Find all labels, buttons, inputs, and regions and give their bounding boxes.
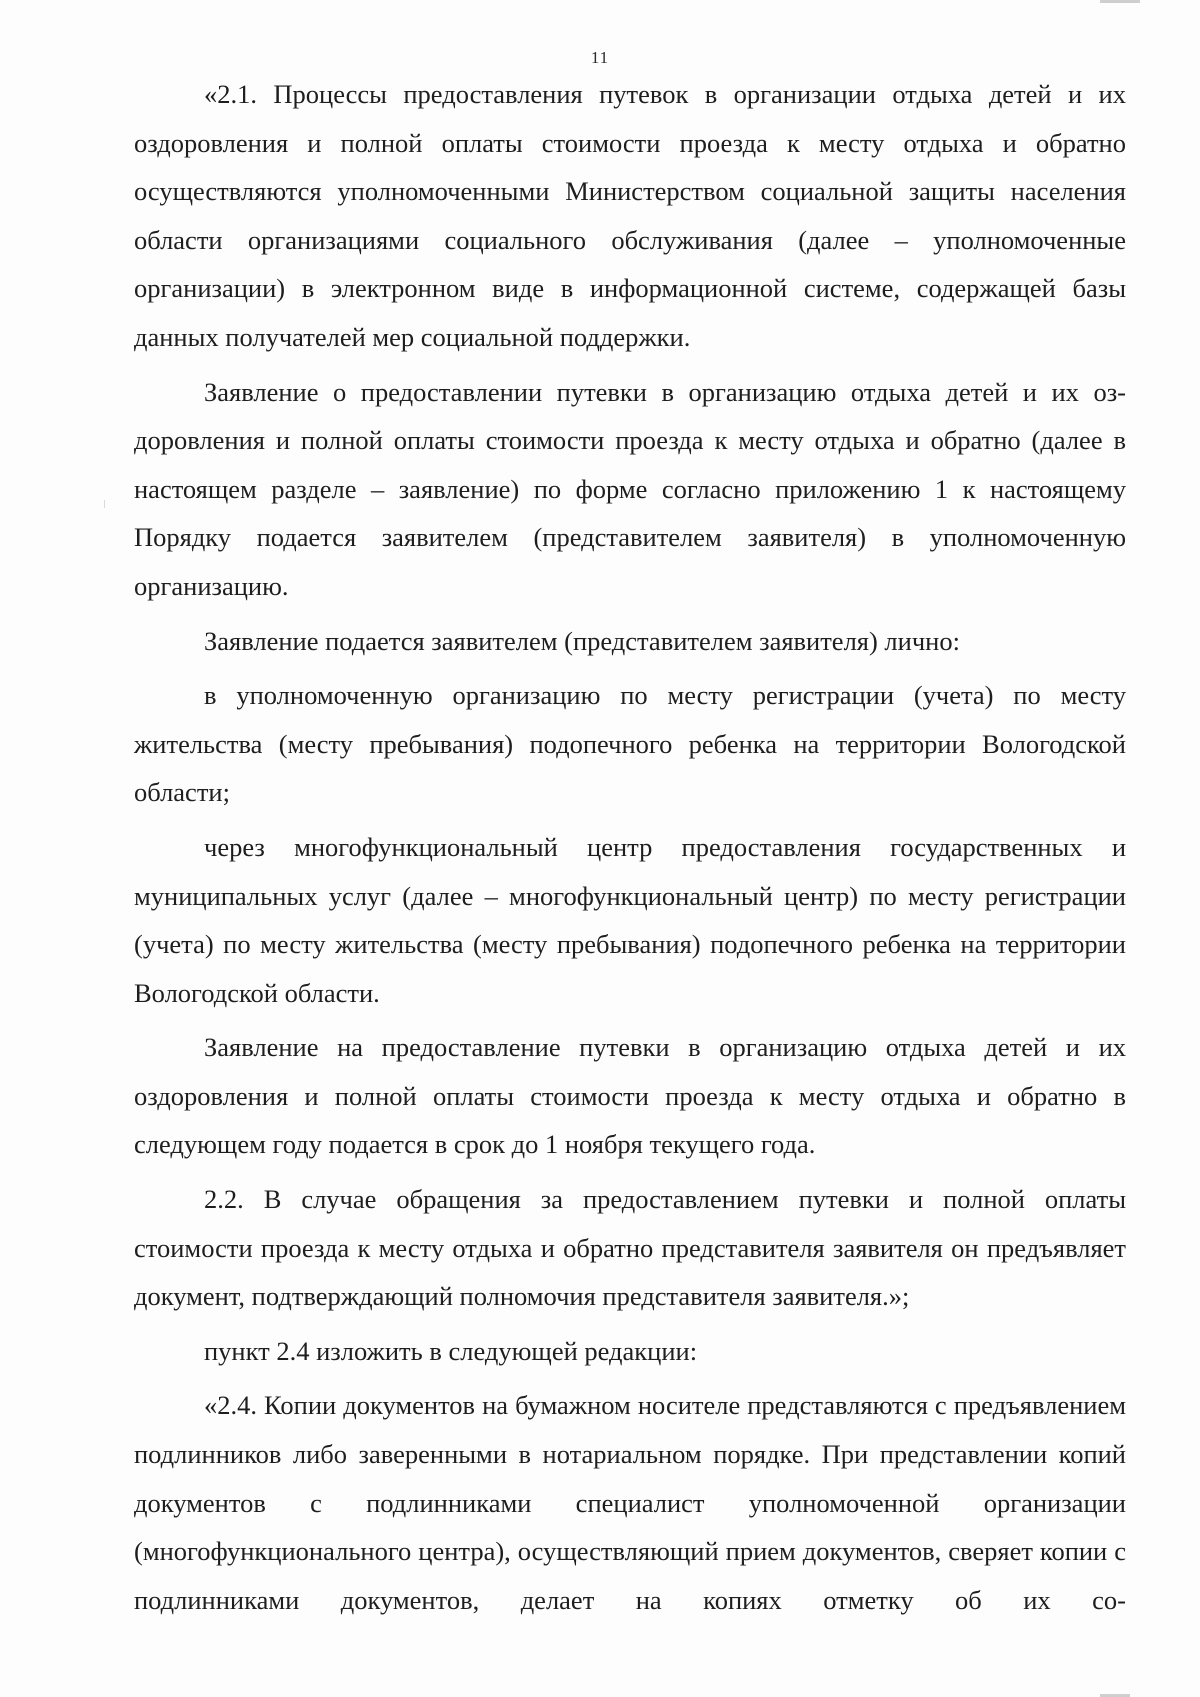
paragraph-submission-mfc: через многофункциональный центр предоставления государственных и муниципальных услуг (далее – многофункциональный центр) по месту регистрации (учета) по месту жительства (месту пребывания) подопечного ребенка на территории Вологодской области. [134,831,1126,1008]
paragraph-submission-deadline: Заявление на предоставление путевки в организацию отдыха детей и их оздоровления и полной оплаты стоимости проезда к месту отдыха и обратно в следующем году подается в срок до 1 ноября текущего года. [134,1032,1126,1160]
document-body [134,70,1126,1630]
paragraph-submission-method: Заявление подается заявителем (представителем заявителя) лично: [204,625,960,656]
paragraph-amendment-2-4: пункт 2.4 изложить в следующей редакции: [204,1335,698,1366]
paragraph-application-form: Заявление о предоставлении путевки в организацию отдыха детей и их оздоровления и полной оплаты стоимости проезда к месту отдыха и обратно (далее в настоящем разделе – заявление) по форме согласно приложению 1 к настоящему Порядку подается заявителем (представителем заявителя) в уполномоченную организацию. [134,376,1126,601]
page-number: 11 [590,48,610,67]
paragraph-submission-organization: в уполномоченную организацию по месту регистрации (учета) по месту жительства (месту пребывания) подопечного ребенка на территории Вологодской области; [134,680,1126,808]
paragraph-2-2: 2.2. В случае обращения за предоставлением путевки и полной оплаты стоимости проезда к месту отдыха и обратно представителя заявителя он предъявляет документ, подтверждающий полномочия представителя заявителя.»; [134,1184,1126,1312]
paragraph-2-1: «2.1. Процессы предоставления путевок в организации отдыха детей и их оздоровления и полной оплаты стоимости проезда к месту отдыха и обратно осуществляются уполномоченными Министерством социальной защиты населения области организациями социального обслуживания (далее – уполномоченные организации) в электронном виде в информационной системе, содержащей базы данных получателей мер социальной поддержки. [134,79,1126,352]
scan-edge-mark [104,500,105,508]
scan-edge-mark [1100,0,1140,3]
paragraph-2-4: «2.4. Копии документов на бумажном носителе представляются с предъявлением подлинников либо заверенными в нотариальном порядке. При представлении копий документов с подлинниками специалист уполномоченной организации (многофункционального центра), осуществляющий прием документов, сверяет копии с подлинниками документов, делает на копиях отметку об их со- [134,1390,1126,1615]
